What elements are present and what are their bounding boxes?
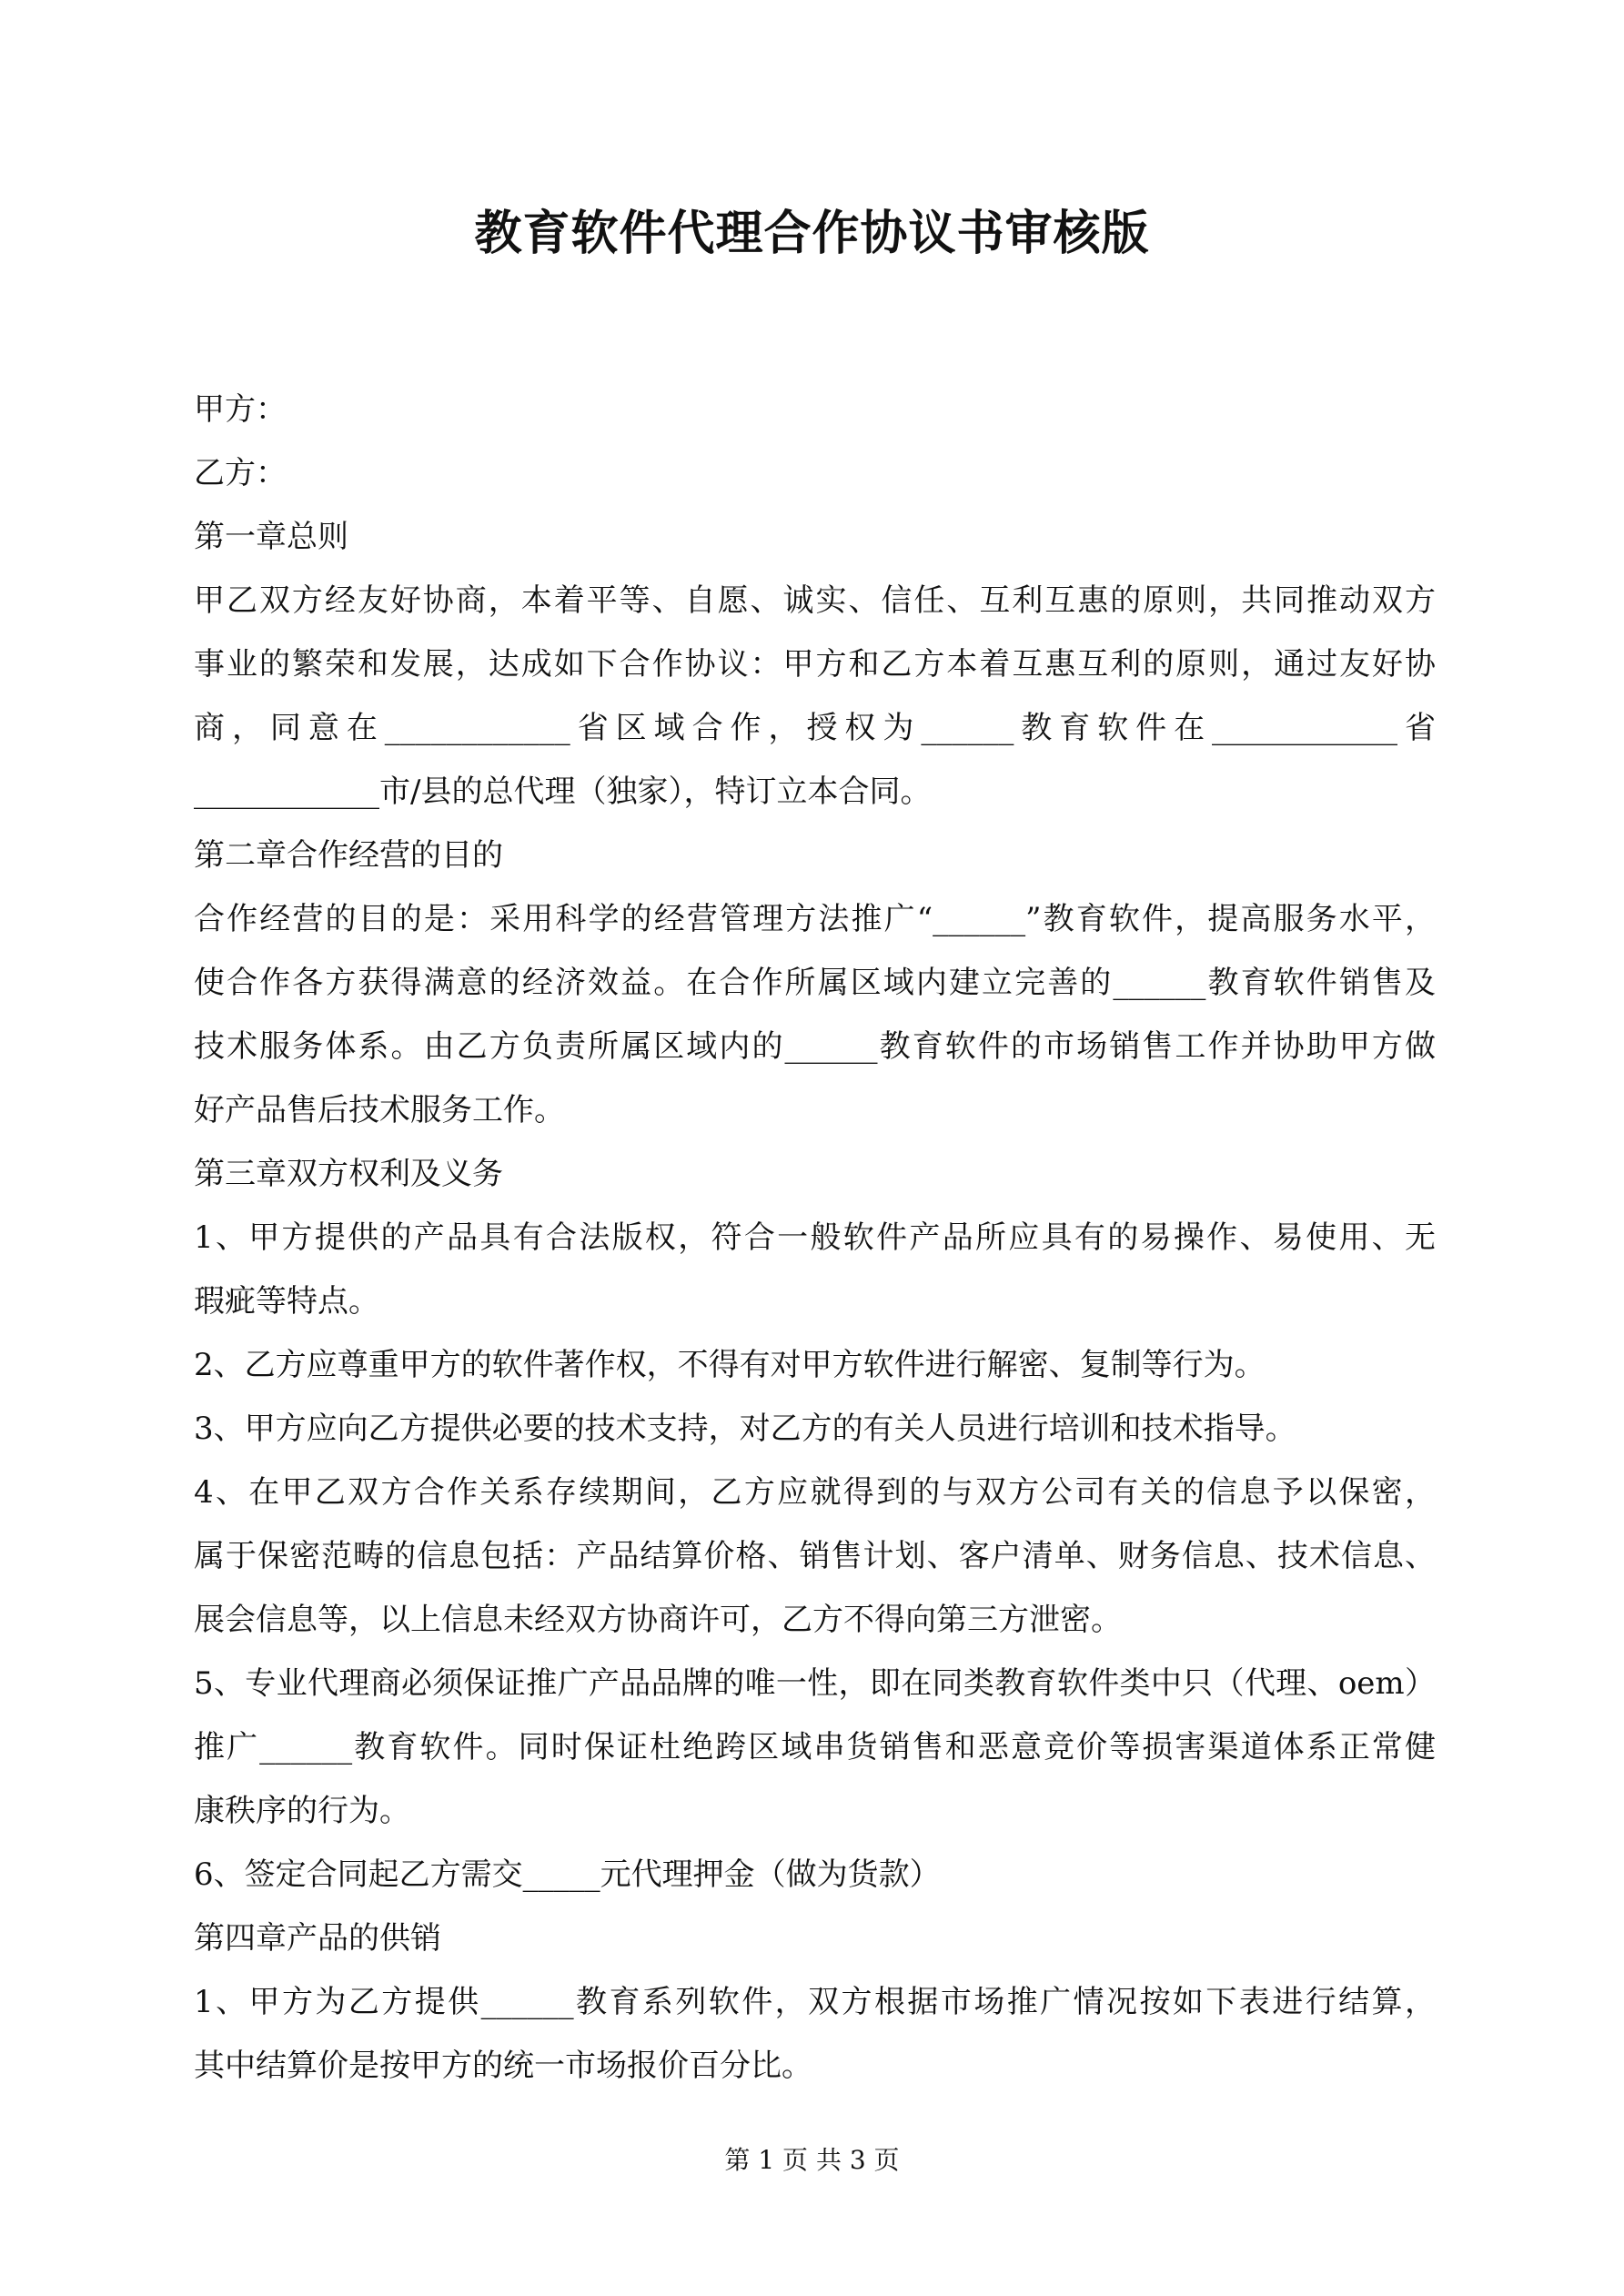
paragraph-line: 合作经营的目的是：采用科学的经营管理方法推广“______”教育软件，提高服务水平， (194, 901, 1436, 937)
paragraph-line: 技术服务体系。由乙方负责所属区域内的______教育软件的市场销售工作并协助甲方做 (194, 1028, 1436, 1065)
chapter-2-heading: 第二章合作经营的目的 (194, 837, 503, 874)
clause-line: 5、专业代理商必须保证推广产品品牌的唯一性，即在同类教育软件类中只（代理、oem） (194, 1665, 1436, 1702)
clause-line: 其中结算价是按甲方的统一市场报价百分比。 (194, 2048, 812, 2084)
clause-line: 1、甲方为乙方提供______教育系列软件，双方根据市场推广情况按如下表进行结算， (194, 1984, 1436, 2020)
clause-line: 康秩序的行为。 (194, 1793, 410, 1829)
paragraph-line: 使合作各方获得满意的经济效益。在合作所属区域内建立完善的______教育软件销售及 (194, 965, 1436, 1001)
clause-line: 6、签定合同起乙方需交_____元代理押金（做为货款） (194, 1856, 941, 1893)
paragraph-line: 好产品售后技术服务工作。 (194, 1092, 565, 1128)
clause-line: 2、乙方应尊重甲方的软件著作权，不得有对甲方软件进行解密、复制等行为。 (194, 1347, 1266, 1383)
clause-line: 4、在甲乙双方合作关系存续期间，乙方应就得到的与双方公司有关的信息予以保密， (194, 1474, 1436, 1511)
chapter-4-heading: 第四章产品的供销 (194, 1920, 441, 1957)
clause-line: 3、甲方应向乙方提供必要的技术支持，对乙方的有关人员进行培训和技术指导。 (194, 1411, 1296, 1447)
chapter-1-heading: 第一章总则 (194, 519, 348, 555)
page-number-footer: 第 1 页 共 3 页 (724, 2145, 900, 2175)
clause-line: 推广______教育软件。同时保证杜绝跨区域串货销售和恶意竞价等损害渠道体系正常健 (194, 1729, 1436, 1765)
paragraph-line: 甲乙双方经友好协商，本着平等、自愿、诚实、信任、互利互惠的原则，共同推动双方 (194, 582, 1436, 619)
paragraph-line: 事业的繁荣和发展，达成如下合作协议：甲方和乙方本着互惠互利的原则，通过友好协 (194, 646, 1436, 683)
paragraph-line: 商，同意在____________省区域合作，授权为______教育软件在____________省 (194, 710, 1436, 746)
clause-line: 1、甲方提供的产品具有合法版权，符合一般软件产品所应具有的易操作、易使用、无 (194, 1219, 1436, 1256)
clause-line: 展会信息等，以上信息未经双方协商许可，乙方不得向第三方泄密。 (194, 1602, 1122, 1638)
document-body (194, 378, 1436, 2098)
party-b-line: 乙方： (194, 455, 287, 491)
chapter-3-heading: 第三章双方权利及义务 (194, 1156, 503, 1192)
party-a-line: 甲方： (194, 391, 287, 428)
clause-line: 瑕疵等特点。 (194, 1283, 379, 1320)
document-title: 教育软件代理合作协议书审核版 (474, 206, 1150, 261)
clause-line: 属于保密范畴的信息包括：产品结算价格、销售计划、客户清单、财务信息、技术信息、 (194, 1538, 1436, 1574)
paragraph-line: ____________市/县的总代理（独家），特订立本合同。 (194, 774, 932, 810)
